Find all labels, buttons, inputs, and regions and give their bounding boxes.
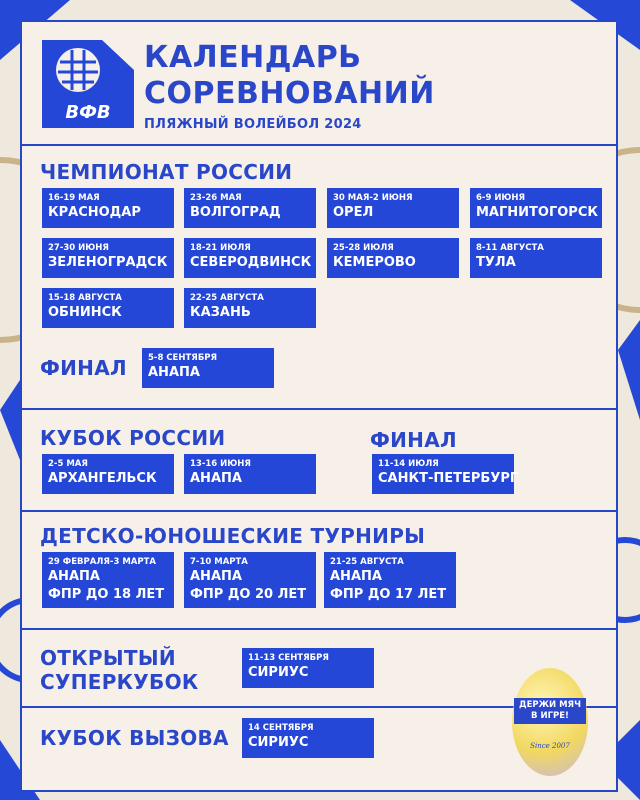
event-date: 8-11 АВГУСТА	[476, 243, 544, 253]
event-date: 5-8 СЕНТЯБРЯ	[148, 353, 218, 363]
event-date: 2-5 МАЯ	[48, 459, 88, 469]
event-date: 22-25 АВГУСТА	[190, 293, 264, 303]
event-city: АНАПА	[48, 569, 100, 584]
divider	[22, 408, 616, 410]
badge-since: Since 2007	[530, 742, 570, 750]
event-city: СИРИУС	[248, 665, 309, 680]
event-city: АНАПА	[190, 471, 242, 486]
badge-slogan	[514, 698, 586, 724]
event-city: КЕМЕРОВО	[333, 255, 416, 270]
divider	[22, 510, 616, 512]
event-city: ОБНИНСК	[48, 305, 122, 320]
event-card	[184, 188, 316, 228]
event-date: 13-16 ИЮНЯ	[190, 459, 251, 469]
event-date: 16-19 МАЯ	[48, 193, 100, 203]
section-title-championship: ЧЕМПИОНАТ РОССИИ	[40, 160, 293, 184]
section-title-challenge: КУБОК ВЫЗОВА	[40, 726, 229, 750]
event-note: ФПР ДО 20 ЛЕТ	[190, 587, 307, 602]
event-city: АНАПА	[190, 569, 242, 584]
section-title-cup: КУБОК РОССИИ	[40, 426, 226, 450]
divider	[22, 144, 616, 146]
vfv-logo	[42, 40, 134, 128]
event-card	[184, 552, 316, 608]
badge-line1: ДЕРЖИ МЯЧ	[519, 700, 581, 710]
event-date: 15-18 АВГУСТА	[48, 293, 122, 303]
section-title-supercup-line1: ОТКРЫТЫЙ	[40, 646, 176, 670]
event-date: 29 ФЕВРАЛЯ-3 МАРТА	[48, 557, 156, 567]
event-city: АНАПА	[330, 569, 382, 584]
event-date: 25-28 ИЮЛЯ	[333, 243, 394, 253]
logo-text: ВФВ	[65, 102, 111, 123]
event-card	[184, 454, 316, 494]
event-card	[470, 188, 602, 228]
event-card	[42, 188, 174, 228]
event-city: МАГНИТОГОРСК	[476, 205, 598, 220]
event-card	[242, 718, 374, 758]
event-card	[324, 552, 456, 608]
event-city: КАЗАНЬ	[190, 305, 251, 320]
event-card	[470, 238, 602, 278]
event-date: 11-14 ИЮЛЯ	[378, 459, 439, 469]
event-date: 7-10 МАРТА	[190, 557, 248, 567]
divider	[22, 628, 616, 630]
event-card	[42, 552, 174, 608]
event-date: 23-26 МАЯ	[190, 193, 242, 203]
event-date: 18-21 ИЮЛЯ	[190, 243, 251, 253]
event-date: 6-9 ИЮНЯ	[476, 193, 526, 203]
event-card	[184, 288, 316, 328]
event-city: КРАСНОДАР	[48, 205, 141, 220]
event-card	[242, 648, 374, 688]
page-subtitle: ПЛЯЖНЫЙ ВОЛЕЙБОЛ 2024	[144, 117, 362, 132]
event-date: 21-25 АВГУСТА	[330, 557, 404, 567]
final-event-card	[142, 348, 274, 388]
cup-final-event-card	[372, 454, 519, 494]
event-city: САНКТ-ПЕТЕРБУРГ	[378, 471, 519, 486]
event-date: 30 МАЯ-2 ИЮНЯ	[333, 193, 413, 203]
event-card	[42, 288, 174, 328]
final-label: ФИНАЛ	[40, 356, 127, 380]
event-date: 14 СЕНТЯБРЯ	[248, 723, 314, 733]
event-city: ВОЛГОГРАД	[190, 205, 281, 220]
event-city: АРХАНГЕЛЬСК	[48, 471, 157, 486]
section-title-supercup-line2: СУПЕРКУБОК	[40, 670, 199, 694]
event-city: СЕВЕРОДВИНСК	[190, 255, 312, 270]
event-card	[42, 238, 174, 278]
event-card	[42, 454, 174, 494]
event-city: АНАПА	[148, 365, 200, 380]
badge-line2: В ИГРЕ!	[531, 711, 569, 721]
event-date: 27-30 ИЮНЯ	[48, 243, 109, 253]
event-city: ЗЕЛЕНОГРАДСК	[48, 255, 168, 270]
event-card	[184, 238, 316, 278]
event-card	[327, 238, 459, 278]
event-city: ОРЕЛ	[333, 205, 374, 220]
event-note: ФПР ДО 18 ЛЕТ	[48, 587, 165, 602]
page-title-line2: СОРЕВНОВАНИЙ	[144, 76, 435, 111]
event-note: ФПР ДО 17 ЛЕТ	[330, 587, 447, 602]
event-date: 11-13 СЕНТЯБРЯ	[248, 653, 329, 663]
event-card	[327, 188, 459, 228]
page-title-line1: КАЛЕНДАРЬ	[144, 40, 362, 75]
event-city: СИРИУС	[248, 735, 309, 750]
event-city: ТУЛА	[476, 255, 516, 270]
cup-final-label: ФИНАЛ	[370, 428, 457, 452]
section-title-youth: ДЕТСКО-ЮНОШЕСКИЕ ТУРНИРЫ	[40, 524, 426, 548]
